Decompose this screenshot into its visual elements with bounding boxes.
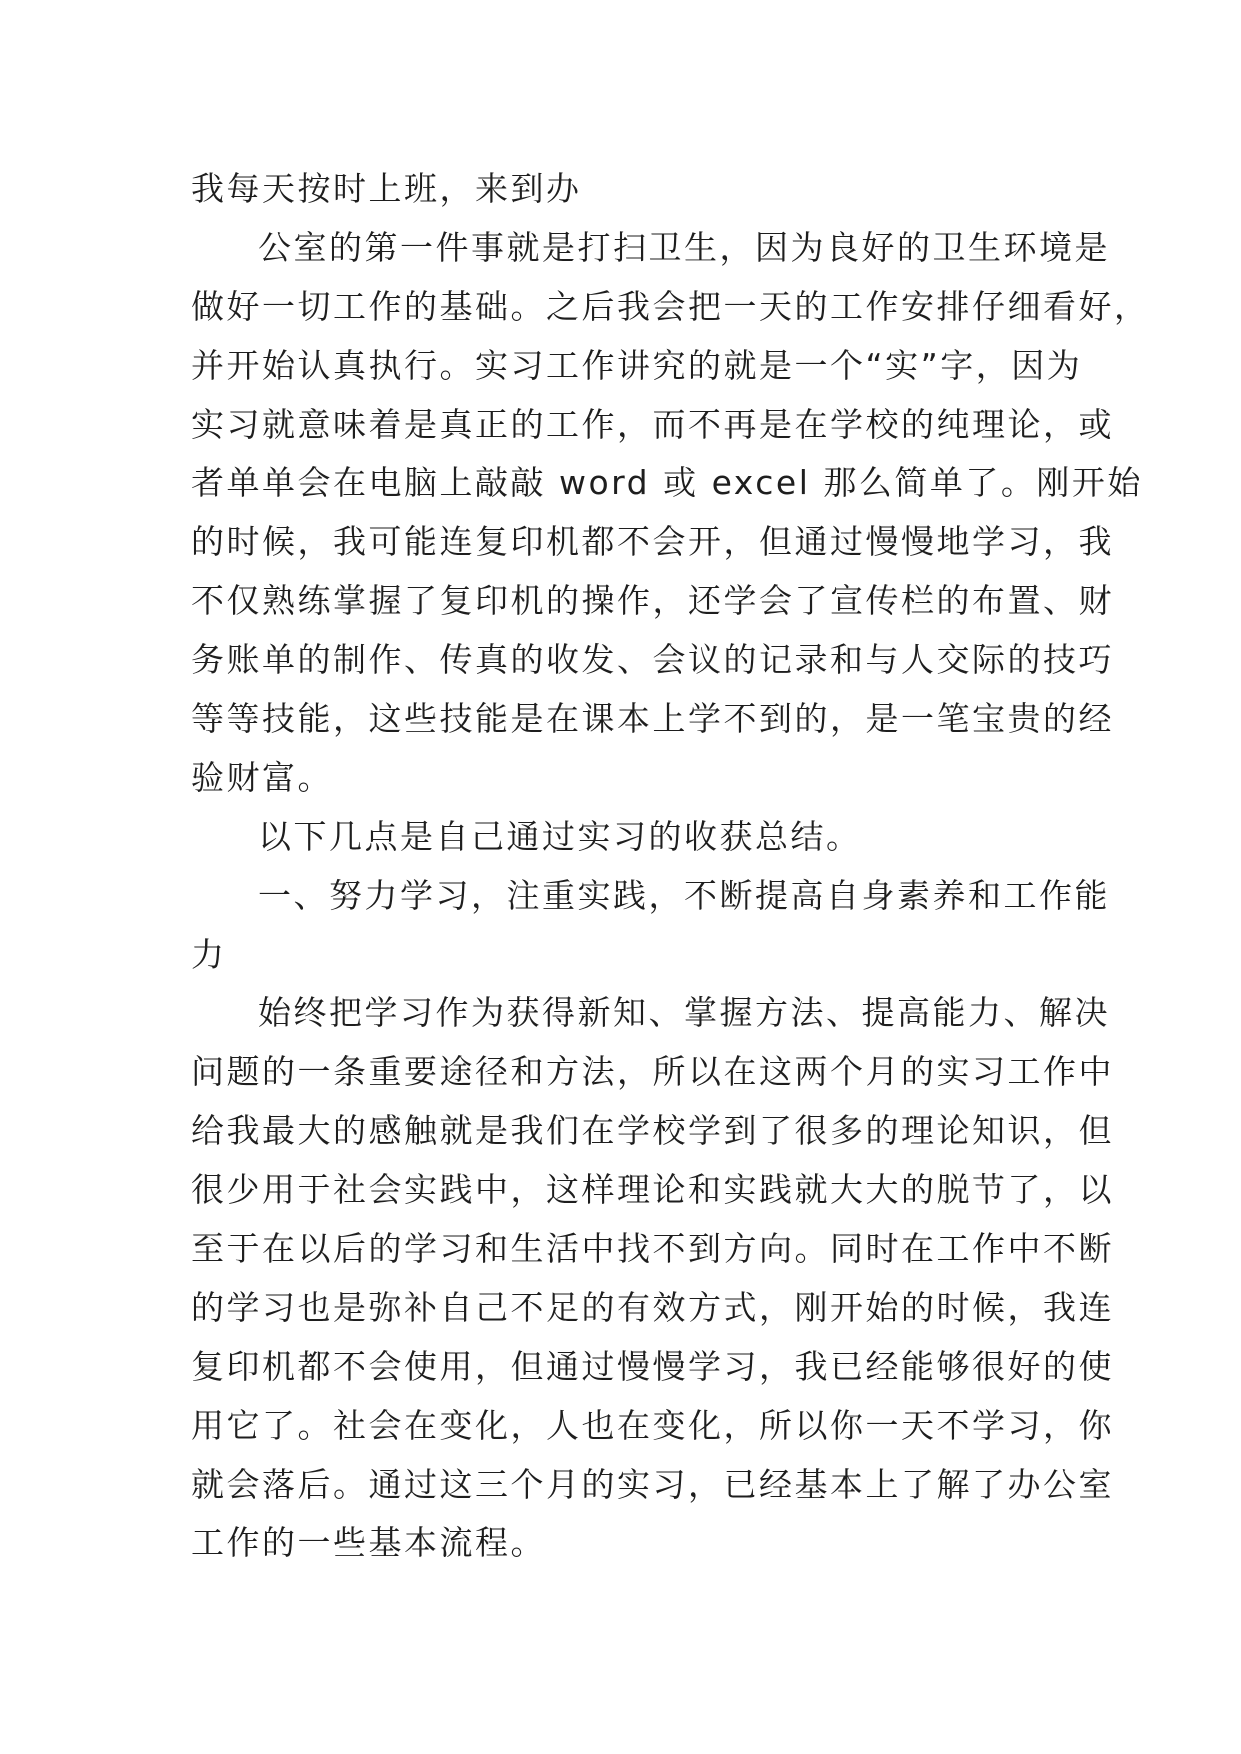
text-line: 公室的第一件事就是打扫卫生，因为良好的卫生环境是 [258, 227, 1110, 267]
text-line: 我每天按时上班，来到办 [191, 169, 582, 208]
text-line: 验财富。 [191, 757, 333, 797]
paragraph [191, 219, 1150, 808]
paragraph [191, 984, 1114, 1573]
text-line: 做好一切工作的基础。之后我会把一天的工作安排仔细看好， [191, 286, 1150, 326]
text-line: 至于在以后的学习和生活中找不到方向。同时在工作中不断 [191, 1229, 1114, 1269]
text-line: 并开始认真执行。实习工作讲究的就是一个“实”字，因为 [191, 345, 1083, 385]
text-line: 工作的一些基本流程。 [191, 1523, 546, 1563]
paragraph [191, 867, 1110, 985]
text-line: 给我最大的感触就是我们在学校学到了很多的理论知识，但 [191, 1111, 1114, 1151]
document-body [191, 160, 1150, 1573]
text-line: 始终把学习作为获得新知、掌握方法、提高能力、解决 [258, 993, 1110, 1033]
text-line: 问题的一条重要途径和方法，所以在这两个月的实习工作中 [191, 1052, 1114, 1092]
text-line: 以下几点是自己通过实习的收获总结。 [258, 816, 862, 856]
text-line: 的学习也是弥补自己不足的有效方式，刚开始的时候，我连 [191, 1287, 1114, 1327]
text-line: 一、努力学习，注重实践，不断提高自身素养和工作能 [258, 875, 1110, 915]
text-line: 的时候，我可能连复印机都不会开，但通过慢慢地学习，我 [191, 522, 1114, 562]
paragraph [191, 160, 1071, 219]
text-line: 不仅熟练掌握了复印机的操作，还学会了宣传栏的布置、财 [191, 581, 1114, 621]
text-line: 实习就意味着是真正的工作，而不再是在学校的纯理论，或 [191, 404, 1114, 444]
text-line: 用它了。社会在变化，人也在变化，所以你一天不学习，你 [191, 1405, 1114, 1445]
text-line: 务账单的制作、传真的收发、会议的记录和与人交际的技巧 [191, 640, 1114, 680]
text-line: 复印机都不会使用，但通过慢慢学习，我已经能够很好的使 [191, 1346, 1114, 1386]
text-line: 力 [191, 934, 227, 974]
paragraph [191, 808, 1071, 867]
text-line: 就会落后。通过这三个月的实习，已经基本上了解了办公室 [191, 1464, 1114, 1504]
text-line: 等等技能，这些技能是在课本上学不到的，是一笔宝贵的经 [191, 699, 1114, 739]
text-line: 者单单会在电脑上敲敲 word 或 excel 那么简单了。刚开始 [191, 463, 1143, 503]
text-line: 很少用于社会实践中，这样理论和实践就大大的脱节了，以 [191, 1170, 1114, 1210]
